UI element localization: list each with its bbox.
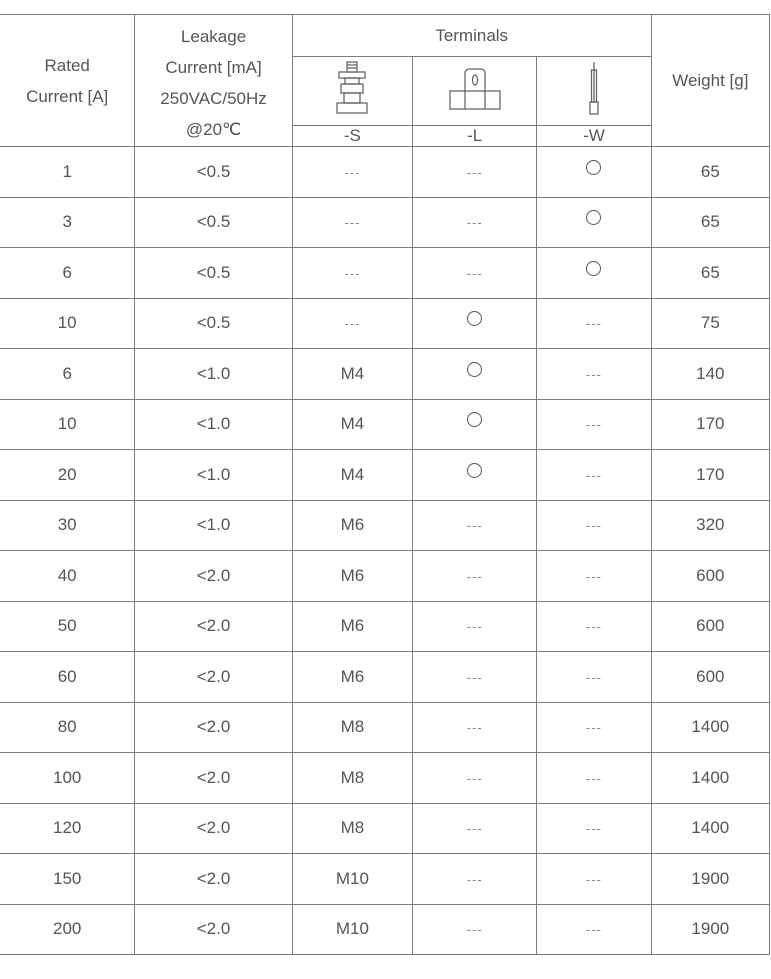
terminal-s-cell-text: M8 (340, 767, 365, 787)
table-row (0, 854, 770, 905)
spec-table (0, 14, 770, 955)
available-circle-icon (586, 160, 601, 175)
leakage-current-cell-text: <1.0 (196, 414, 231, 434)
header-weight: Weight [g] (651, 15, 769, 147)
weight-cell-text: 1400 (691, 818, 730, 838)
weight-cell (651, 147, 769, 198)
lug-terminal-icon (413, 57, 537, 126)
rated-current-cell-text: 20 (57, 464, 77, 484)
weight-cell (651, 399, 769, 450)
weight-cell-text: 65 (700, 161, 720, 181)
terminal-w-cell (537, 601, 651, 652)
leakage-current-cell-text: <0.5 (196, 161, 231, 181)
terminal-s-cell-text: --- (344, 316, 361, 332)
terminal-s-cell (292, 601, 412, 652)
terminal-l-cell-text: --- (466, 669, 483, 685)
table-row (0, 551, 770, 602)
terminal-w-cell-text: --- (585, 770, 602, 786)
rated-current-cell-text: 100 (52, 767, 82, 787)
rated-current-cell-text: 6 (62, 262, 72, 282)
terminal-w-cell (537, 652, 651, 703)
leakage-current-cell (135, 652, 292, 703)
rated-current-cell (0, 349, 135, 400)
terminal-l-cell-text: --- (466, 265, 483, 281)
leakage-current-cell-text: <0.5 (196, 313, 231, 333)
weight-cell-text: 600 (696, 565, 725, 585)
terminal-l-cell (413, 652, 537, 703)
terminal-s-cell-text: M8 (340, 717, 365, 737)
leakage-current-cell (135, 551, 292, 602)
rated-current-cell (0, 147, 135, 198)
leakage-current-cell (135, 854, 292, 905)
rated-current-cell (0, 904, 135, 955)
table-row (0, 197, 770, 248)
terminal-code-s: -S (292, 126, 412, 147)
terminal-l-cell (413, 197, 537, 248)
table-row (0, 904, 770, 955)
leakage-current-cell (135, 500, 292, 551)
rated-current-cell (0, 601, 135, 652)
terminal-s-cell (292, 803, 412, 854)
weight-cell (651, 349, 769, 400)
weight-cell-text: 1900 (691, 868, 730, 888)
terminal-w-cell-text: --- (585, 518, 602, 534)
weight-cell (651, 854, 769, 905)
available-circle-icon (467, 362, 482, 377)
terminal-l-cell-text: --- (466, 619, 483, 635)
terminal-l-cell-text: --- (466, 720, 483, 736)
terminal-w-cell-text: --- (585, 467, 602, 483)
weight-cell (651, 298, 769, 349)
terminal-w-cell-text: --- (585, 568, 602, 584)
terminal-w-cell (537, 197, 651, 248)
terminal-l-cell-text: --- (466, 922, 483, 938)
terminal-l-cell (413, 904, 537, 955)
terminal-code-w: -W (537, 126, 651, 147)
table-row (0, 803, 770, 854)
leakage-current-cell (135, 450, 292, 501)
terminal-l-cell-text: --- (466, 215, 483, 231)
weight-cell-text: 170 (696, 464, 725, 484)
weight-cell (651, 197, 769, 248)
available-circle-icon (467, 412, 482, 427)
weight-cell (651, 702, 769, 753)
rated-current-cell-text: 60 (57, 666, 77, 686)
terminal-w-cell (537, 803, 651, 854)
table-row (0, 349, 770, 400)
terminal-l-cell (413, 248, 537, 299)
terminal-w-cell (537, 399, 651, 450)
available-circle-icon (467, 311, 482, 326)
terminal-l-cell-text: --- (466, 821, 483, 837)
terminal-s-cell (292, 450, 412, 501)
terminal-s-cell-text: M4 (340, 414, 365, 434)
weight-cell-text: 140 (696, 363, 725, 383)
leakage-current-cell (135, 248, 292, 299)
weight-cell-text: 600 (696, 666, 725, 686)
rated-current-cell-text: 200 (52, 919, 82, 939)
terminal-w-cell-text: --- (585, 316, 602, 332)
table-row (0, 298, 770, 349)
leakage-current-cell-text: <2.0 (196, 868, 231, 888)
terminal-l-cell (413, 349, 537, 400)
rated-current-cell-text: 6 (62, 363, 72, 383)
leakage-current-cell-text: <1.0 (196, 515, 231, 535)
terminal-l-cell (413, 399, 537, 450)
wire-terminal-icon (537, 57, 651, 126)
weight-cell (651, 904, 769, 955)
terminal-w-cell (537, 854, 651, 905)
leakage-current-cell-text: <2.0 (196, 919, 231, 939)
table-row (0, 702, 770, 753)
terminal-l-cell-text: --- (466, 518, 483, 534)
terminal-w-cell-text: --- (585, 821, 602, 837)
terminal-s-cell-text: M10 (335, 868, 369, 888)
weight-cell-text: 65 (700, 262, 720, 282)
terminal-s-cell-text: M4 (340, 363, 365, 383)
terminal-s-cell (292, 248, 412, 299)
terminal-w-cell (537, 450, 651, 501)
leakage-current-cell-text: <0.5 (196, 212, 231, 232)
terminal-w-cell (537, 500, 651, 551)
terminal-s-cell (292, 854, 412, 905)
leakage-current-cell-text: <2.0 (196, 616, 231, 636)
rated-current-cell (0, 551, 135, 602)
rated-current-cell (0, 803, 135, 854)
leakage-current-cell (135, 803, 292, 854)
weight-cell-text: 1400 (691, 767, 730, 787)
weight-cell (651, 652, 769, 703)
terminal-s-cell-text: M6 (340, 565, 365, 585)
weight-cell (651, 500, 769, 551)
terminal-w-cell (537, 702, 651, 753)
rated-current-cell-text: 150 (52, 868, 82, 888)
terminal-s-cell (292, 652, 412, 703)
rated-current-cell (0, 652, 135, 703)
leakage-current-cell (135, 904, 292, 955)
terminal-s-cell-text: --- (344, 164, 361, 180)
weight-cell (651, 753, 769, 804)
rated-current-cell-text: 1 (62, 161, 72, 181)
rated-current-cell-text: 50 (57, 616, 77, 636)
terminal-s-cell-text: M10 (335, 919, 369, 939)
terminal-w-cell (537, 147, 651, 198)
terminal-s-cell-text: M6 (340, 616, 365, 636)
rated-current-cell-text: 30 (57, 515, 77, 535)
leakage-current-cell-text: <2.0 (196, 717, 231, 737)
terminal-w-cell-text: --- (585, 366, 602, 382)
weight-cell (651, 601, 769, 652)
leakage-current-cell-text: <0.5 (196, 262, 231, 282)
terminal-s-cell (292, 500, 412, 551)
terminal-w-cell (537, 753, 651, 804)
terminal-l-cell-text: --- (466, 770, 483, 786)
leakage-current-cell (135, 298, 292, 349)
weight-cell-text: 320 (696, 515, 725, 535)
header-terminals: Terminals (292, 15, 651, 57)
header-rated-current: Rated Current [A] (0, 15, 135, 147)
leakage-current-cell-text: <2.0 (196, 767, 231, 787)
leakage-current-cell (135, 753, 292, 804)
terminal-s-cell (292, 904, 412, 955)
weight-cell (651, 551, 769, 602)
terminal-l-cell (413, 702, 537, 753)
terminal-w-cell (537, 248, 651, 299)
leakage-current-cell-text: <2.0 (196, 818, 231, 838)
terminal-w-cell-text: --- (585, 669, 602, 685)
terminal-s-cell-text: M6 (340, 666, 365, 686)
weight-cell-text: 600 (696, 616, 725, 636)
terminal-l-cell-text: --- (466, 568, 483, 584)
terminal-l-cell (413, 803, 537, 854)
terminal-l-cell (413, 500, 537, 551)
weight-cell-text: 65 (700, 212, 720, 232)
table-row (0, 500, 770, 551)
leakage-current-cell-text: <2.0 (196, 565, 231, 585)
weight-cell-text: 75 (700, 313, 720, 333)
terminal-l-cell (413, 601, 537, 652)
rated-current-cell-text: 120 (52, 818, 82, 838)
terminal-w-cell (537, 551, 651, 602)
table-row (0, 147, 770, 198)
rated-current-cell (0, 702, 135, 753)
terminal-w-cell-text: --- (585, 619, 602, 635)
header-leakage-current: Leakage Current [mA] 250VAC/50Hz @20℃ (135, 15, 292, 147)
leakage-current-cell (135, 702, 292, 753)
rated-current-cell-text: 10 (57, 313, 77, 333)
terminal-l-cell (413, 147, 537, 198)
terminal-w-cell-text: --- (585, 417, 602, 433)
terminal-l-cell (413, 450, 537, 501)
leakage-current-cell-text: <1.0 (196, 464, 231, 484)
table-row (0, 450, 770, 501)
terminal-s-cell (292, 753, 412, 804)
terminal-s-cell (292, 197, 412, 248)
terminal-w-cell-text: --- (585, 871, 602, 887)
rated-current-cell (0, 500, 135, 551)
leakage-current-cell (135, 147, 292, 198)
available-circle-icon (586, 261, 601, 276)
terminal-l-cell (413, 298, 537, 349)
terminal-s-cell-text: M6 (340, 515, 365, 535)
table-row (0, 248, 770, 299)
table-row (0, 399, 770, 450)
table-row (0, 652, 770, 703)
leakage-current-cell (135, 399, 292, 450)
terminal-w-cell (537, 349, 651, 400)
terminal-w-cell-text: --- (585, 720, 602, 736)
rated-current-cell (0, 197, 135, 248)
terminal-s-cell-text: M4 (340, 464, 365, 484)
leakage-current-cell (135, 197, 292, 248)
terminal-l-cell (413, 753, 537, 804)
screw-terminal-icon (292, 57, 412, 126)
leakage-current-cell (135, 601, 292, 652)
rated-current-cell-text: 10 (57, 414, 77, 434)
terminal-l-cell-text: --- (466, 164, 483, 180)
terminal-s-cell (292, 349, 412, 400)
leakage-current-cell-text: <1.0 (196, 363, 231, 383)
rated-current-cell-text: 80 (57, 717, 77, 737)
rated-current-cell (0, 450, 135, 501)
available-circle-icon (467, 463, 482, 478)
rated-current-cell-text: 3 (62, 212, 72, 232)
table-row (0, 601, 770, 652)
terminal-code-l: -L (413, 126, 537, 147)
terminal-s-cell-text: M8 (340, 818, 365, 838)
terminal-w-cell (537, 298, 651, 349)
weight-cell-text: 1400 (691, 717, 730, 737)
terminal-l-cell-text: --- (466, 871, 483, 887)
table-row (0, 753, 770, 804)
terminal-l-cell (413, 551, 537, 602)
leakage-current-cell-text: <2.0 (196, 666, 231, 686)
terminal-s-cell (292, 551, 412, 602)
terminal-s-cell (292, 702, 412, 753)
terminal-w-cell-text: --- (585, 922, 602, 938)
terminal-s-cell-text: --- (344, 265, 361, 281)
weight-cell-text: 170 (696, 414, 725, 434)
rated-current-cell-text: 40 (57, 565, 77, 585)
terminal-w-cell (537, 904, 651, 955)
terminal-l-cell (413, 854, 537, 905)
rated-current-cell (0, 248, 135, 299)
weight-cell (651, 450, 769, 501)
terminal-s-cell (292, 298, 412, 349)
rated-current-cell (0, 399, 135, 450)
rated-current-cell (0, 298, 135, 349)
rated-current-cell (0, 854, 135, 905)
leakage-current-cell (135, 349, 292, 400)
terminal-s-cell-text: --- (344, 215, 361, 231)
weight-cell-text: 1900 (691, 919, 730, 939)
available-circle-icon (586, 210, 601, 225)
terminal-s-cell (292, 147, 412, 198)
weight-cell (651, 248, 769, 299)
terminal-s-cell (292, 399, 412, 450)
weight-cell (651, 803, 769, 854)
rated-current-cell (0, 753, 135, 804)
